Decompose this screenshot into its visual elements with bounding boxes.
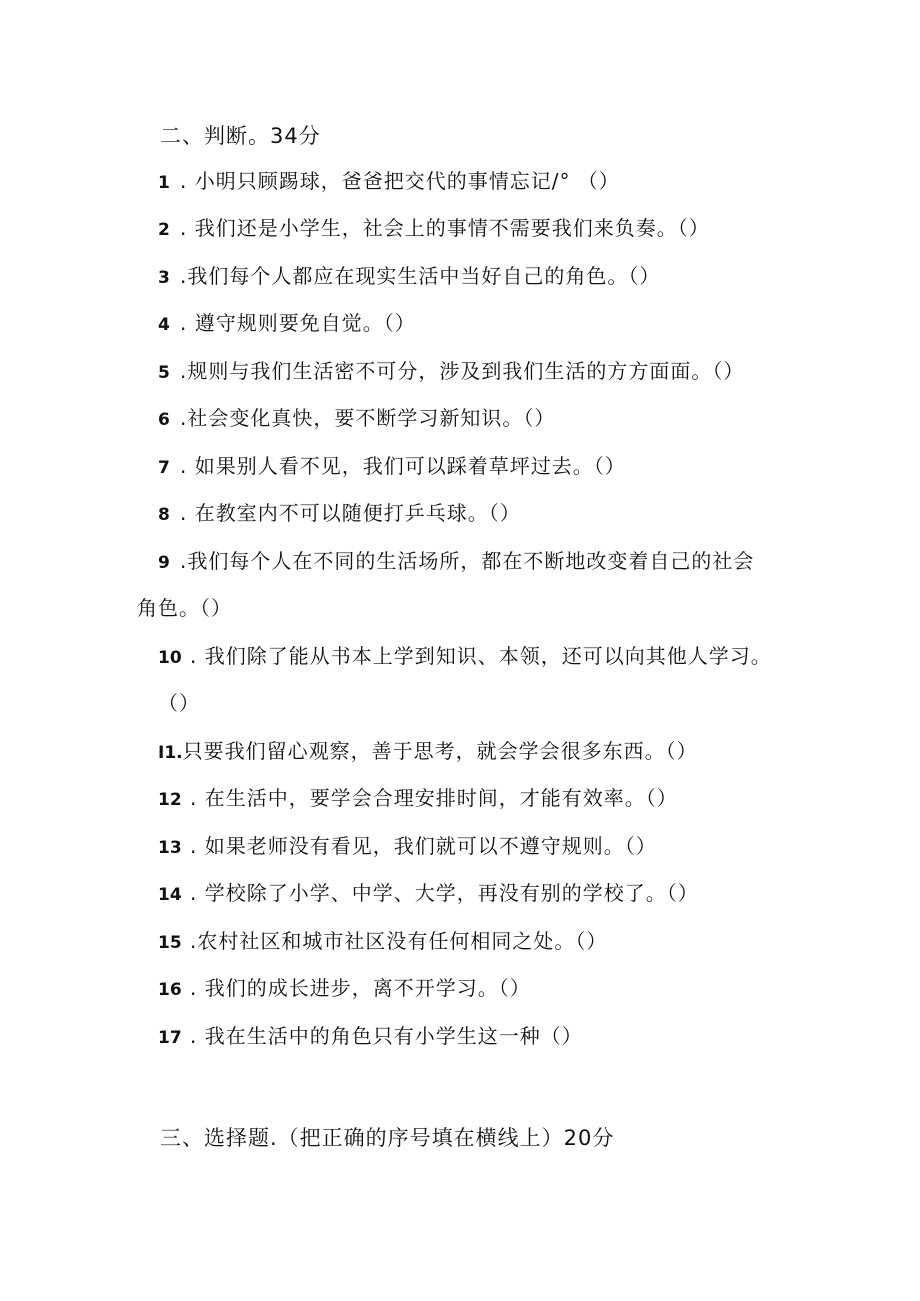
question-3 [158, 264, 660, 290]
question-13 [158, 834, 657, 860]
section-3-title: 三、选择题.（把正确的序号填在横线上）20分 [160, 1126, 615, 1150]
question-text: .规则与我们生活密不可分，涉及到我们生活的方方面面。（） [180, 359, 745, 383]
question-number: 10 [158, 648, 182, 668]
question-text: 只要我们留心观察，善于思考，就会学会很多东西。（） [182, 739, 698, 763]
question-number: 8 [158, 505, 170, 525]
question-15 [158, 929, 607, 955]
question-text: . 小明只顾踢球，爸爸把交代的事情忘记/° （） [180, 169, 620, 193]
question-10 [158, 644, 772, 670]
question-text-continuation: （） [158, 691, 200, 715]
question-text: . 我们还是小学生，社会上的事情不需要我们来负奏。（） [180, 216, 710, 240]
question-9 [158, 549, 754, 575]
question-number: 5 [158, 363, 170, 383]
question-text: . 我在生活中的角色只有小学生这一种（） [190, 1024, 583, 1048]
question-9-continuation [137, 596, 232, 620]
question-number: 14 [158, 885, 182, 905]
question-number: 15 [158, 933, 182, 953]
question-text: . 如果老师没有看见，我们就可以不遵守规则。（） [190, 834, 657, 858]
question-number: 7 [158, 458, 170, 478]
question-text: . 遵守规则要免自觉。（） [180, 311, 416, 335]
question-text: .我们每个人在不同的生活场所，都在不断地改变着自己的社会 [180, 549, 755, 573]
question-text: . 在教室内不可以随便打乒乓球。（） [180, 501, 521, 525]
question-text: .社会变化真快，要不断学习新知识。（） [180, 406, 556, 430]
question-text: . 在生活中，要学会合理安排时间，才能有效率。（） [190, 786, 678, 810]
question-10-continuation [158, 691, 200, 715]
question-number: 1 [158, 173, 170, 193]
question-5 [158, 359, 744, 385]
question-11 [158, 739, 698, 765]
question-text: .农村社区和城市社区没有任何相同之处。（） [190, 929, 608, 953]
question-4 [158, 311, 416, 337]
question-2 [158, 216, 710, 242]
question-number: 3 [158, 268, 170, 288]
question-number: 16 [158, 980, 182, 1000]
question-number: 9 [158, 553, 170, 573]
question-text-continuation: 角色。（） [137, 596, 232, 620]
question-1 [158, 169, 620, 195]
question-text: .我们每个人都应在现实生活中当好自己的角色。（） [180, 264, 661, 288]
question-14 [158, 881, 699, 907]
question-number: 13 [158, 838, 182, 858]
question-16 [158, 976, 531, 1002]
question-text: . 我们除了能从书本上学到知识、本领，还可以向其他人学习。 [190, 644, 772, 668]
question-12 [158, 786, 678, 812]
question-number: 17 [158, 1028, 182, 1048]
question-8 [158, 501, 521, 527]
section-2-title: 二、判断。34分 [160, 124, 321, 148]
question-17 [158, 1024, 583, 1050]
question-6 [158, 406, 555, 432]
question-text: . 我们的成长进步，离不开学习。（） [190, 976, 531, 1000]
question-number: 12 [158, 790, 182, 810]
question-number: 4 [158, 315, 170, 335]
question-7 [158, 454, 626, 480]
question-number: 6 [158, 410, 170, 430]
question-number: 2 [158, 220, 170, 240]
question-text: . 如果别人看不见，我们可以踩着草坪过去。（） [180, 454, 626, 478]
question-text: . 学校除了小学、中学、大学，再没有别的学校了。（） [190, 881, 699, 905]
question-number: I1. [158, 743, 183, 763]
